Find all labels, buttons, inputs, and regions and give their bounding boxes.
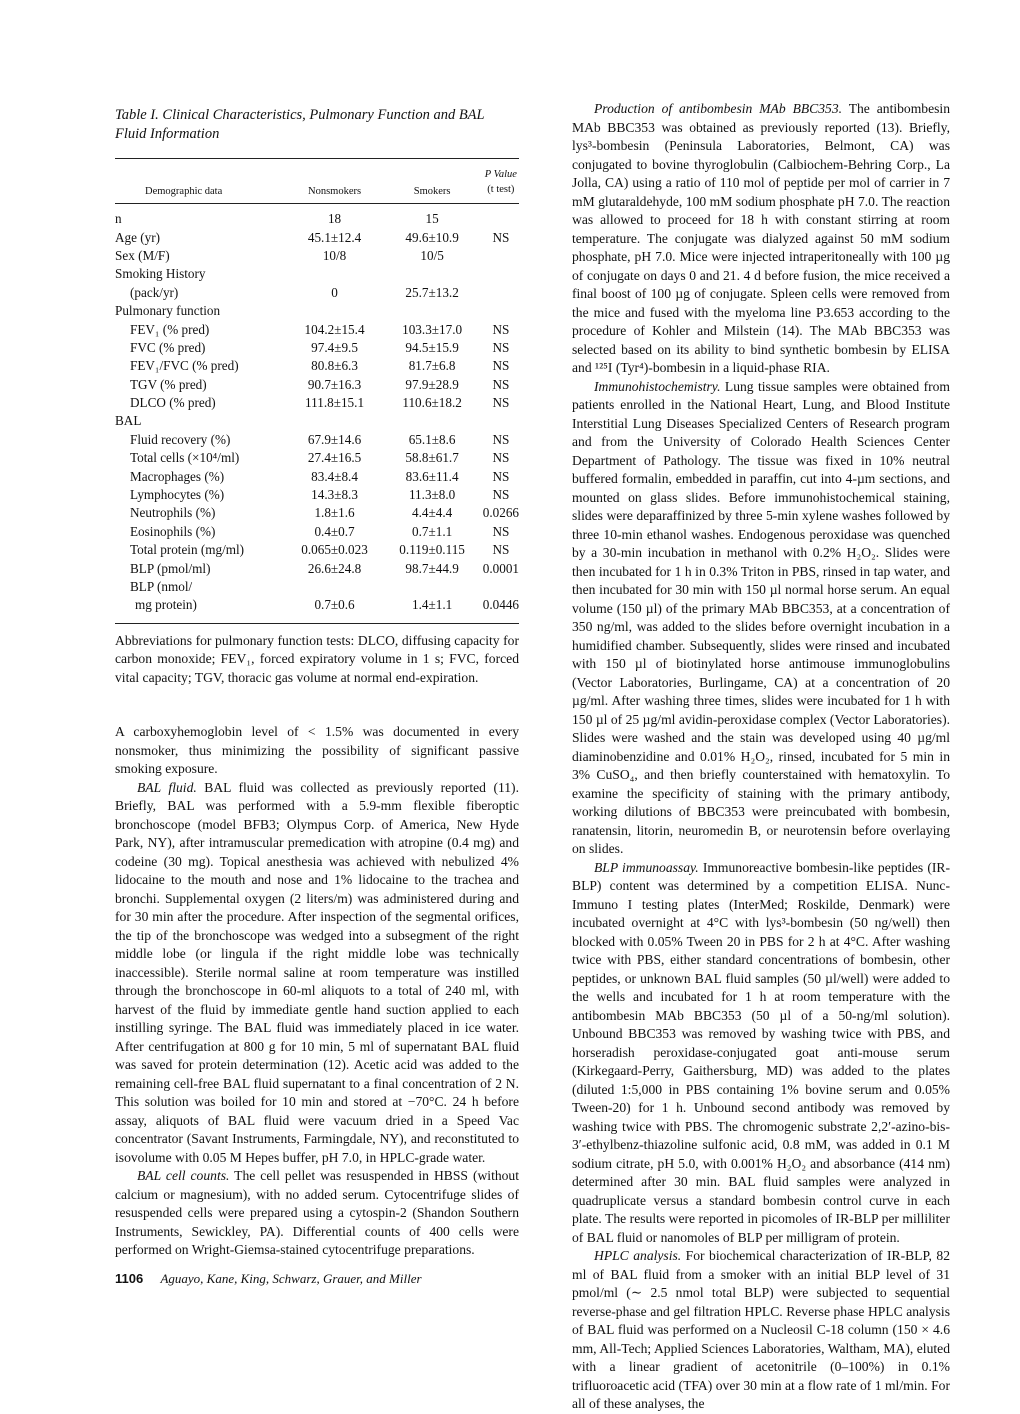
nonsmokers-value: 80.8±6.3 bbox=[311, 358, 358, 374]
p-value: NS bbox=[492, 523, 510, 539]
smokers-value: 0.7±1.1 bbox=[412, 523, 453, 539]
nonsmokers-value: 104.2±15.4 bbox=[304, 321, 365, 337]
smokers-value: 110.6±18.2 bbox=[402, 395, 462, 411]
table-footnote: Abbreviations for pulmonary function tests: DLCO, diffusing capacity for carbon monoxide; FEV₁, forced expiratory volume in 1 s; FVC, forced vital capacity; TGV, thoracic gas volume at normal end-expiration. bbox=[115, 632, 519, 685]
p-value bbox=[483, 578, 519, 596]
smokers-value: 98.7±44.9 bbox=[405, 560, 459, 576]
table-row bbox=[115, 541, 519, 559]
smokers-value bbox=[381, 265, 482, 283]
row-label: (pack/yr) bbox=[130, 284, 179, 300]
smokers-value bbox=[381, 302, 482, 320]
table-header bbox=[115, 159, 519, 204]
row-label: TGV (% pred) bbox=[130, 376, 207, 392]
header-smokers: Smokers bbox=[381, 159, 482, 204]
clinical-table bbox=[115, 159, 519, 623]
smokers-value: 49.6±10.9 bbox=[405, 229, 459, 245]
row-label: Total cells (×10⁴/ml) bbox=[130, 450, 240, 466]
p-value: NS bbox=[492, 431, 510, 447]
table-row bbox=[115, 247, 519, 265]
header-demographic: Demographic data bbox=[115, 159, 288, 204]
nonsmokers-value: 0.065±0.023 bbox=[301, 542, 368, 558]
nonsmokers-value: 0.7±0.6 bbox=[314, 597, 355, 613]
row-label: BAL bbox=[115, 413, 142, 429]
row-label: DLCO (% pred) bbox=[130, 395, 216, 411]
right-column bbox=[572, 100, 950, 1414]
smokers-value: 1.4±1.1 bbox=[412, 597, 453, 613]
p-value: NS bbox=[492, 321, 510, 337]
row-label: Macrophages (%) bbox=[130, 468, 225, 484]
nonsmokers-value bbox=[288, 265, 382, 283]
table-row bbox=[115, 523, 519, 541]
paragraph-immunohistochemistry: Immunohistochemistry. Lung tissue samples were obtained from patients enrolled in the National Heart, Lung, and Blood Institute Interstitial Lung Diseases Specialized Centers of Research program and from the University of Colorado Health Sciences Center Department of Pathology. The tissue was fixed in 10% neutral buffered formalin, embedded in paraffin, cut into 4-µm sections, and mounted on glass slides. Before immunohistochemical staining, slides were deparaffinized by three 5-min xylene washes followed by three 10-min ethanol washes. Endogenous peroxidase was quenched by a 30-min incubation in methanol with 0.2% H₂O₂. Slides were then incubated for 1 h in 0.3% Triton in PBS, rinsed in tap water, and then incubated for 30 min with 150 µl normal horse serum. An equal volume (150 µl) of the primary MAb BBC353, at a concentration of 350 ng/ml, was added to the slides before overnight incubation in a humidified chamber. Subsequently, slides were rinsed and incubated with 150 µl of biotinylated horse antimouse immunoglobulins (Vector Laboratories, Burlingame, CA) at a concentration of 20 µg/ml. After washing three times, slides were incubated for 1 h with 150 µl of 25 µg/ml avidin-peroxidase complex (Vector Laboratories). Slides were washed and the stain was developed using 40 µg/ml diaminobenzidine and 0.01% H₂O₂, rinsed, incubated for 5 min in 3% CuSO₄, and then briefly counterstained with hematoxylin. To examine the specificity of staining with the primary antibody, working dilutions of BBC353 were preincubated with bombesin, ranatensin, litorin, neuromedin B, or neurotensin before overlaying on slides. bbox=[572, 378, 950, 856]
paragraph-bal-cells: BAL cell counts. The cell pellet was resuspended in HBSS (without calcium or magnesium), with no added serum. Cytocentrifuge slides of resuspended cells were prepared using a cytospin-2 (Shandon Southern Instruments, Sewickley, PA). Differential counts of 400 cells were performed on Wright-Giemsa-stained cytocentrifuge preparations. bbox=[115, 1168, 520, 1258]
table-row bbox=[115, 357, 519, 375]
header-pvalue: P Value (t test) bbox=[483, 159, 519, 204]
table-row bbox=[115, 559, 519, 577]
row-label: mg protein) bbox=[135, 597, 197, 613]
table-row bbox=[115, 449, 519, 467]
table-bottom-rule bbox=[115, 623, 519, 624]
table-title: Table I. Clinical Characteristics, Pulmonary Function and BAL Fluid Information bbox=[115, 107, 485, 142]
paragraph-carboxyhemoglobin: A carboxyhemoglobin level of < 1.5% was documented in every nonsmoker, thus minimizing the possibility of significant passive smoking exposure. bbox=[115, 724, 519, 777]
page-number: 1106 bbox=[115, 1271, 144, 1286]
smokers-value: 15 bbox=[425, 211, 439, 227]
table-row bbox=[115, 504, 519, 522]
table-row bbox=[115, 412, 519, 430]
nonsmokers-value: 0 bbox=[331, 284, 338, 300]
table-body bbox=[115, 204, 519, 623]
row-label: BLP (nmol/ bbox=[130, 579, 193, 594]
p-value: NS bbox=[492, 339, 510, 355]
p-value bbox=[483, 412, 519, 430]
nonsmokers-value: 0.4±0.7 bbox=[314, 523, 355, 539]
table-row bbox=[115, 394, 519, 412]
table-row bbox=[115, 376, 519, 394]
smokers-value: 4.4±4.4 bbox=[412, 505, 453, 521]
p-value bbox=[483, 302, 519, 320]
table-row bbox=[115, 339, 519, 357]
heading-immunohistochemistry: Immunohistochemistry. bbox=[594, 378, 721, 394]
smokers-value: 0.119±0.115 bbox=[399, 542, 465, 558]
p-value: 0.0001 bbox=[482, 560, 519, 576]
table-row bbox=[115, 228, 519, 246]
table-row bbox=[115, 431, 519, 449]
table-row bbox=[115, 486, 519, 504]
left-body bbox=[115, 723, 519, 1260]
heading-mab-production: Production of antibombesin MAb BBC353. bbox=[594, 101, 843, 116]
p-value: NS bbox=[492, 358, 510, 374]
nonsmokers-value: 18 bbox=[327, 211, 342, 227]
p-value: NS bbox=[492, 468, 510, 484]
p-value bbox=[483, 247, 519, 265]
row-label: Smoking History bbox=[115, 266, 206, 282]
table-row bbox=[115, 578, 519, 596]
p-value: NS bbox=[492, 229, 510, 245]
smokers-value bbox=[381, 578, 482, 596]
p-value: NS bbox=[492, 376, 510, 392]
row-label: Total protein (mg/ml) bbox=[130, 542, 245, 558]
heading-bal-cells: BAL cell counts. bbox=[137, 1168, 230, 1184]
p-value bbox=[483, 204, 519, 229]
nonsmokers-value: 14.3±8.3 bbox=[311, 487, 358, 503]
row-label: Lymphocytes (%) bbox=[130, 487, 225, 503]
table-row bbox=[115, 467, 519, 485]
p-value: NS bbox=[492, 450, 510, 466]
nonsmokers-value bbox=[288, 578, 382, 596]
running-authors: Aguayo, Kane, King, Schwarz, Grauer, and Miller bbox=[160, 1271, 422, 1286]
row-label: FEV₁ (% pred) bbox=[130, 321, 210, 337]
left-column bbox=[115, 100, 519, 1260]
nonsmokers-value: 67.9±14.6 bbox=[307, 431, 362, 447]
nonsmokers-value bbox=[288, 302, 382, 320]
nonsmokers-value: 26.6±24.8 bbox=[307, 560, 362, 576]
p-value: NS bbox=[492, 542, 510, 558]
p-value: NS bbox=[492, 487, 510, 503]
smokers-value: 25.7±13.2 bbox=[405, 284, 459, 300]
nonsmokers-value: 10/8 bbox=[322, 247, 347, 263]
row-label: Neutrophils (%) bbox=[130, 505, 216, 521]
smokers-value: 10/5 bbox=[420, 247, 444, 263]
table-row bbox=[115, 596, 519, 622]
table-row bbox=[115, 284, 519, 302]
paragraph-blp-immunoassay: BLP immunoassay. Immunoreactive bombesin-like peptides (IR-BLP) content was determined by a competition ELISA. Nunc-Immuno I testing plates (InterMed; Roskilde, Denmark) were incubated overnight at 4°C with lys³-bombesin (50 ng/well) then blocked with 0.05% Tween 20 in PBS for 2 h at 4°C. After washing twice with PBS, either standard concentrations of bombesin, other peptides, or unknown BAL fluid samples (50 µl/well) were added to the wells and incubated for 1 h at room temperature with the antibombesin MAb BBC353 (50 µl of a 50-ng/ml solution). Unbound BBC353 was removed by washing twice with PBS, and horseradish peroxidase-conjugated goat anti-mouse serum (Kirkegaard-Perry, Gaithersburg, MD) was added to the plates (diluted 1:5,000 in PBS containing 1% bovine serum and 0.05% Tween-20) for 1 h. Unbound second antibody was removed by washing twice with PBS. The chromogenic substrate 2,2′-azino-bis-3′-ethylbenz-thiazoline sulfonic acid, 0.8 mM, was added in 0.1 M sodium citrate, pH 5.0, with 0.001% H₂O₂ and absorbance (414 nm) determined after 30 min. BAL fluid samples were analyzed in quadruplicate versus a standard bombesin control curve in each plate. The results were reported in picomoles of IR-BLP per milliliter of BAL fluid or nanomoles of BLP per milligram of protein. bbox=[572, 859, 950, 1245]
table-row bbox=[115, 204, 519, 229]
row-label: Sex (M/F) bbox=[115, 247, 170, 263]
smokers-value: 97.9±28.9 bbox=[405, 376, 459, 392]
nonsmokers-value: 111.8±15.1 bbox=[305, 395, 365, 411]
heading-bal-fluid: BAL fluid. bbox=[137, 779, 197, 795]
row-label: BLP (pmol/ml) bbox=[130, 560, 211, 576]
smokers-value: 81.7±6.8 bbox=[408, 358, 456, 374]
page-footer bbox=[115, 1271, 422, 1287]
table-row bbox=[115, 265, 519, 283]
nonsmokers-value: 27.4±16.5 bbox=[307, 450, 362, 466]
nonsmokers-value bbox=[288, 412, 382, 430]
paragraph-mab-production: Production of antibombesin MAb BBC353. The antibombesin MAb BBC353 was obtained as previously reported (13). Briefly, lys³-bombesin (Peninsula Laboratories, Belmont, CA) was conjugated to bovine thyroglobulin (Calbiochem-Behring Corp., La Jolla, CA) using a ratio of 110 mol of peptide per mol of carrier in 7 mM glutaraldehyde, 100 mM sodium phosphate pH 7.0. The reaction was allowed to proceed for 18 h with constant stirring at room temperature. The conjugate was dialyzed against 50 mM sodium phosphate, pH 7.0. Mice were injected intraperitoneally with 100 µg of conjugate on days 0 and 21. 4 d before fusion, the mice received a final boost of 100 µg of conjugate. Spleen cells were removed from the mice and fused with the myeloma line P3.653 according to the procedure of Kohler and Milstein (14). The MAb BBC353 was selected based on its ability to bind synthetic bombesin by ELISA and ¹²⁵I (Tyr⁴)-bombesin in a liquid-phase RIA. bbox=[572, 101, 950, 375]
smokers-value: 65.1±8.6 bbox=[408, 431, 456, 447]
smokers-value: 94.5±15.9 bbox=[405, 339, 459, 355]
nonsmokers-value: 90.7±16.3 bbox=[307, 376, 362, 392]
row-label: Pulmonary function bbox=[115, 303, 221, 319]
paragraph-bal-fluid: BAL fluid. BAL fluid was collected as previously reported (11). Briefly, BAL was performed with a 5.9-mm flexible fiberoptic bronchoscope (model BFB3; Olympus Corp. of America, New Hyde Park, NY), after intramuscular premedication with atropine (0.4 mg) and codeine (30 mg). Topical anesthesia was achieved with nebulized 4% lidocaine to the mouth and nose and 1% lidocaine to the trachea and bronchi. Supplemental oxygen (2 liters/m) was administered during and for 30 min after the procedure. After inspection of the segmental orifices, the tip of the bronchoscope was wedged into a subsegment of the right middle lobe (or lingula if the right middle lobe was technically inaccessible). Sterile normal saline at room temperature was instilled through the bronchoscope in 60-ml aliquots to a total of 240 ml, with harvest of the fluid by immediate gentle hand suction applied to each instilling syringe. The BAL fluid was immediately placed in ice water. After centrifugation at 800 g for 10 min, 5 ml of supernatant BAL fluid was saved for protein determination (12). Acetic acid was added to the remaining cell-free BAL fluid supernatant to a final concentration of 2 N. This solution was boiled for 10 min and stored at −70°C. 24 h before assay, aliquots of BAL fluid were vacuum dried in a Speed Vac concentrator (Savant Instruments, Farmingdale, NY), and reconstituted to isovolume with 0.05 M Hepes buffer, pH 7.0, in HPLC-grade water. bbox=[115, 779, 519, 1165]
p-value: 0.0266 bbox=[482, 505, 519, 521]
heading-hplc-analysis: HPLC analysis. bbox=[594, 1248, 682, 1263]
p-value bbox=[483, 284, 519, 302]
smokers-value: 103.3±17.0 bbox=[402, 321, 463, 337]
p-value: NS bbox=[492, 395, 510, 411]
row-label: FVC (% pred) bbox=[130, 339, 206, 355]
nonsmokers-value: 83.4±8.4 bbox=[311, 468, 358, 484]
smokers-value: 58.8±61.7 bbox=[405, 450, 459, 466]
nonsmokers-value: 45.1±12.4 bbox=[307, 229, 362, 245]
row-label: FEV₁/FVC (% pred) bbox=[130, 358, 239, 374]
header-nonsmokers: Nonsmokers bbox=[288, 159, 382, 204]
smokers-value: 83.6±11.4 bbox=[405, 468, 459, 484]
smokers-value: 11.3±8.0 bbox=[408, 487, 456, 503]
row-label: Age (yr) bbox=[115, 229, 161, 245]
table-row bbox=[115, 320, 519, 338]
nonsmokers-value: 1.8±1.6 bbox=[314, 505, 355, 521]
row-label: Eosinophils (%) bbox=[130, 523, 216, 539]
row-label: Fluid recovery (%) bbox=[130, 431, 231, 447]
nonsmokers-value: 97.4±9.5 bbox=[311, 339, 358, 355]
table-row bbox=[115, 302, 519, 320]
smokers-value bbox=[381, 412, 482, 430]
p-value: 0.0446 bbox=[482, 597, 519, 613]
paragraph-hplc-analysis: HPLC analysis. For biochemical characterization of IR-BLP, 82 ml of BAL fluid from a smoker with an initial BLP level of 31 pmol/ml (∼ 2.5 nmol total BLP) were subjected to sequential reverse-phase and gel filtration HPLC. Reverse phase HPLC analysis of BAL fluid was performed on a Nucleosil C-18 column (150 × 4.6 mm, All-Tech; Applied Sciences Laboratories, Waltham, MA), eluted with a linear gradient of acetonitrile (0–100%) in 0.1% trifluoroacetic acid (TFA) over 30 min at a flow rate of 1 ml/min. For all of these analyses, the bbox=[572, 1248, 951, 1411]
p-value bbox=[483, 265, 519, 283]
heading-blp-immunoassay: BLP immunoassay. bbox=[594, 859, 699, 875]
row-label: n bbox=[115, 211, 122, 227]
